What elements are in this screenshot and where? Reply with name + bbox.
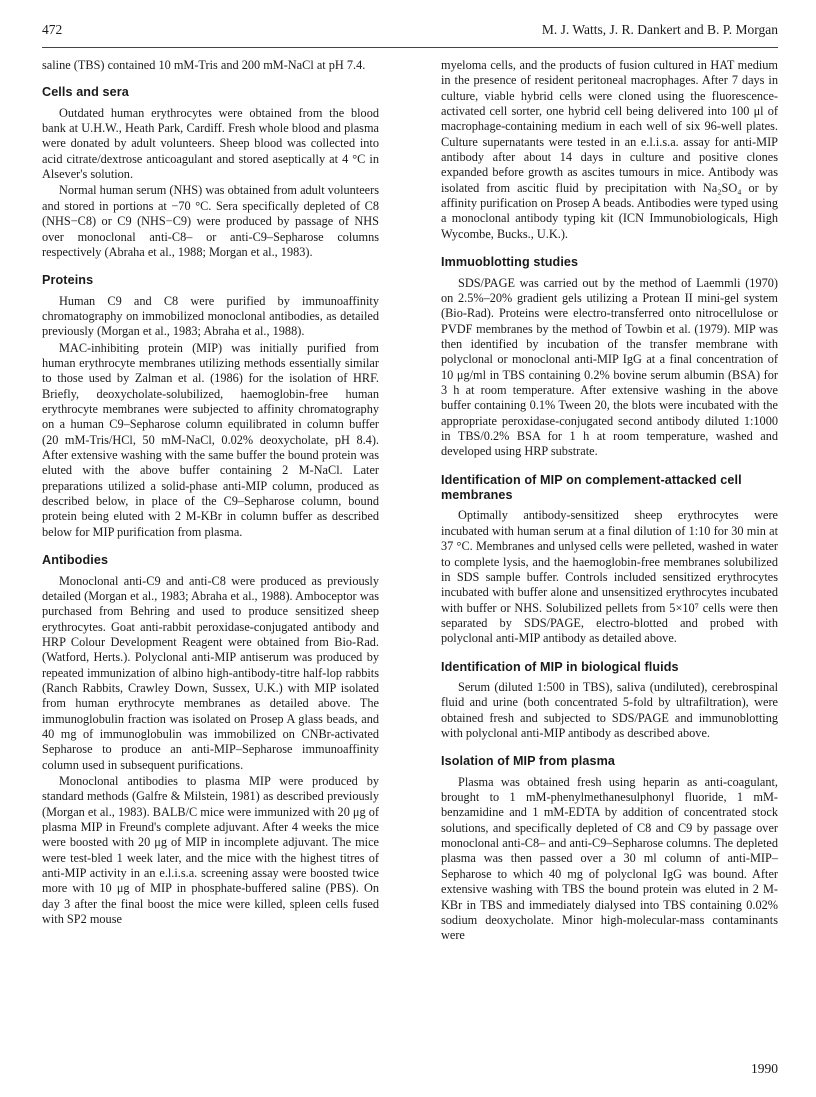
paragraph: Serum (diluted 1:500 in TBS), saliva (undiluted), cerebrospinal fluid and urine (both concentrated 5-fold by ultrafiltration), were obtained fresh and subjected to SDS/PAGE and immunoblotting with polyclonal anti-MIP antibody as described above. <box>441 679 778 740</box>
left-column <box>42 58 379 927</box>
paragraph: Plasma was obtained fresh using heparin as anti-coagulant, brought to 1 mM-phenylmethanesulphonyl fluoride, 1 mM-benzamidine and 1 mM-EDTA by addition of concentrated stock solutions, and specifically depleted of C8 and C9 by passage over monoclonal anti-C8– and anti-C9–Sepharose columns. The depleted plasma was then passed over a 30 ml column of anti-MIP–Sepharose to which 40 mg of polyclonal IgG was bound. After extensive washing with TBS the bound protein was eluted in 2 M-KBr in TBS and immediately dialysed into TBS containing 0.02% sodium deoxycholate. Minor high-molecular-mass contaminants were <box>441 774 778 943</box>
footer-year: 1990 <box>751 1061 778 1076</box>
section-heading-proteins: Proteins <box>42 273 94 288</box>
page-number: 472 <box>42 22 63 37</box>
section-heading-biological-fluids: Identification of MIP in biological fluids <box>441 659 679 674</box>
paragraph: SDS/PAGE was carried out by the method of Laemmli (1970) on 2.5%–20% gradient gels utilizing a Protean II mini-gel system (Bio-Rad). Proteins were electro-transferred onto nitrocellulose or PVDF membranes by the method of Towbin et al. (1979). MIP was then identified by incubation of the transfer membrane with polyclonal or monoclonal anti-MIP IgG at a final concentration of 10 μg/ml in TBS containing 0.2% bovine serum albumin (BSA) for 3 h at room temperature. After extensive washing in the above buffer containing 0.1% Tween 20, the blots were incubated with the appropriate peroxidase-conjugated second antibody diluted 1:1000 in TBS/0.2% BSA for 1 h at room temperature, washed and developed using HRP substrate. <box>441 275 778 459</box>
paragraph: Human C9 and C8 were purified by immunoaffinity chromatography on immobilized monoclonal antibodies, as detailed previously (Morgan et al., 1983; Abraha et al., 1988). <box>42 293 379 339</box>
paragraph: Outdated human erythrocytes were obtained from the blood bank at U.H.W., Heath Park, Cardiff. Fresh whole blood and plasma were donated by adult volunteers. Sheep blood was collected into acid citrate/dextrose anticoagulant and stored aseptically at 4 °C in Alsever's solution. <box>42 105 379 182</box>
section-heading-immunoblotting: Immuoblotting studies <box>441 255 579 270</box>
section-heading-plasma-isolation: Isolation of MIP from plasma <box>441 754 616 769</box>
running-head-authors: M. J. Watts, J. R. Dankert and B. P. Morgan <box>541 22 778 37</box>
paragraph: Normal human serum (NHS) was obtained from adult volunteers and stored in portions at −70 °C. Sera specifically depleted of C8 (NHS−C8) or C9 (NHS−C9) were produced by passage of NHS over monoclonal anti-C8– or anti-C9–Sepharose columns respectively (Abraha et al., 1988; Morgan et al., 1983). <box>42 183 379 259</box>
paragraph: MAC-inhibiting protein (MIP) was initially purified from human erythrocyte membranes utilizing methods essentially similar to those used by Zalman et al. (1986) for the isolation of HRF. Briefly, deoxycholate-solubilized, haemoglobin-free human erythrocyte membranes were subjected to affinity chromatography on a human C9–Sepharose column equilibrated in column buffer (20 mM-Tris/HCl, 50 mM-NaCl, 0.02% deoxycholate, pH 8.4). After extensive washing with the same buffer the bound protein was eluted with the above buffer containing 2 M-NaCl. Later preparations utilized a solid-phase anti-MIP column, produced as described below, in place of the C9–Sepharose column, bound protein being eluted with 2 M-KBr in column buffer as described below for MIP purification from plasma. <box>42 340 379 539</box>
continuation-paragraph: myeloma cells, and the products of fusion cultured in HAT medium in the presence of resident peritoneal macrophages. After 7 days in culture, viable hybrid cells were cloned using the fluorescence-activated cell sorter, one hybrid cell being delivered into 100 μl of macrophage-containing medium in each well of six 96-well plates. Culture supernatants were tested in an e.l.i.s.a. assay for anti-MIP antibody after about 14 days in culture and positive clones expanded before growth as ascites tumours in mice. Antibody was isolated from ascitic fluid by precipitation with Na₂SO₄ or by affinity purification on Prosep A beads. Antibodies were typed using a monoclonal antibody typing kit (ICN Immunobiologicals, High Wycombe, Bucks., U.K.). <box>441 58 778 241</box>
intro-paragraph: saline (TBS) contained 10 mM-Tris and 200 mM-NaCl at pH 7.4. <box>42 58 366 72</box>
section-heading-cell-membranes: Identification of MIP on complement-attacked cell membranes <box>441 472 742 503</box>
paragraph: Monoclonal antibodies to plasma MIP were produced by standard methods (Galfre & Milstein, 1981) as described previously (Morgan et al., 1983). BALB/C mice were immunized with 20 μg of plasma MIP in Freund's complete adjuvant. After 4 weeks the mice were boosted with 20 μg of MIP in incomplete adjuvant. The mice were test-bled 1 week later, and the mice with the highest titres of anti-MIP activity in an e.l.i.s.a. screening assay were boosted twice more with 10 μg of MIP in phosphate-buffered saline (PBS). On day 3 after the final boost the mice were killed, spleen cells fused with SP2 mouse <box>42 773 379 927</box>
section-heading-cells-and-sera: Cells and sera <box>42 85 129 100</box>
paragraph: Monoclonal anti-C9 and anti-C8 were produced as previously detailed (Morgan et al., 1983; Abraha et al., 1988). Amboceptor was purchased from Behring and used to produce sensitized sheep erythrocytes. Goat anti-rabbit peroxidase-conjugated antibody and HRP Colour Development Reagent were obtained from Bio-Rad. (Watford, Herts.). Polyclonal anti-MIP antiserum was produced by repeated immunization of albino high-antibody-titre half-lop rabbits (Ranch Rabbits, Crawley Down, Sussex, U.K.) with MIP isolated from human erythrocyte membranes as detailed above. The immunoglobulin fraction was isolated on Prosep A glass beads, and 40 mg of immunoglobulin was immobilized on CNBr-activated Sepharose to produce an anti-MIP–Sepharose immunoaffinity column used in subsequent purifications. <box>42 573 379 772</box>
header-rule <box>42 47 778 48</box>
section-heading-antibodies: Antibodies <box>42 553 109 568</box>
right-column <box>441 58 778 944</box>
paragraph: Optimally antibody-sensitized sheep erythrocytes were incubated with human serum at a final dilution of 1:10 for 30 min at 37 °C. Membranes and unlysed cells were pelleted, washed in water to complete lysis, and the haemoglobin-free membranes solubilized in SDS sample buffer. Controls included sensitized erythrocytes incubated with buffer alone and unsensitized erythrocytes incubated with buffer or NHS. Solubilized pellets from 5×10⁷ cells were then separated by SDS/PAGE, electro-blotted and probed with polyclonal anti-MIP antibody as detailed above. <box>441 508 778 646</box>
